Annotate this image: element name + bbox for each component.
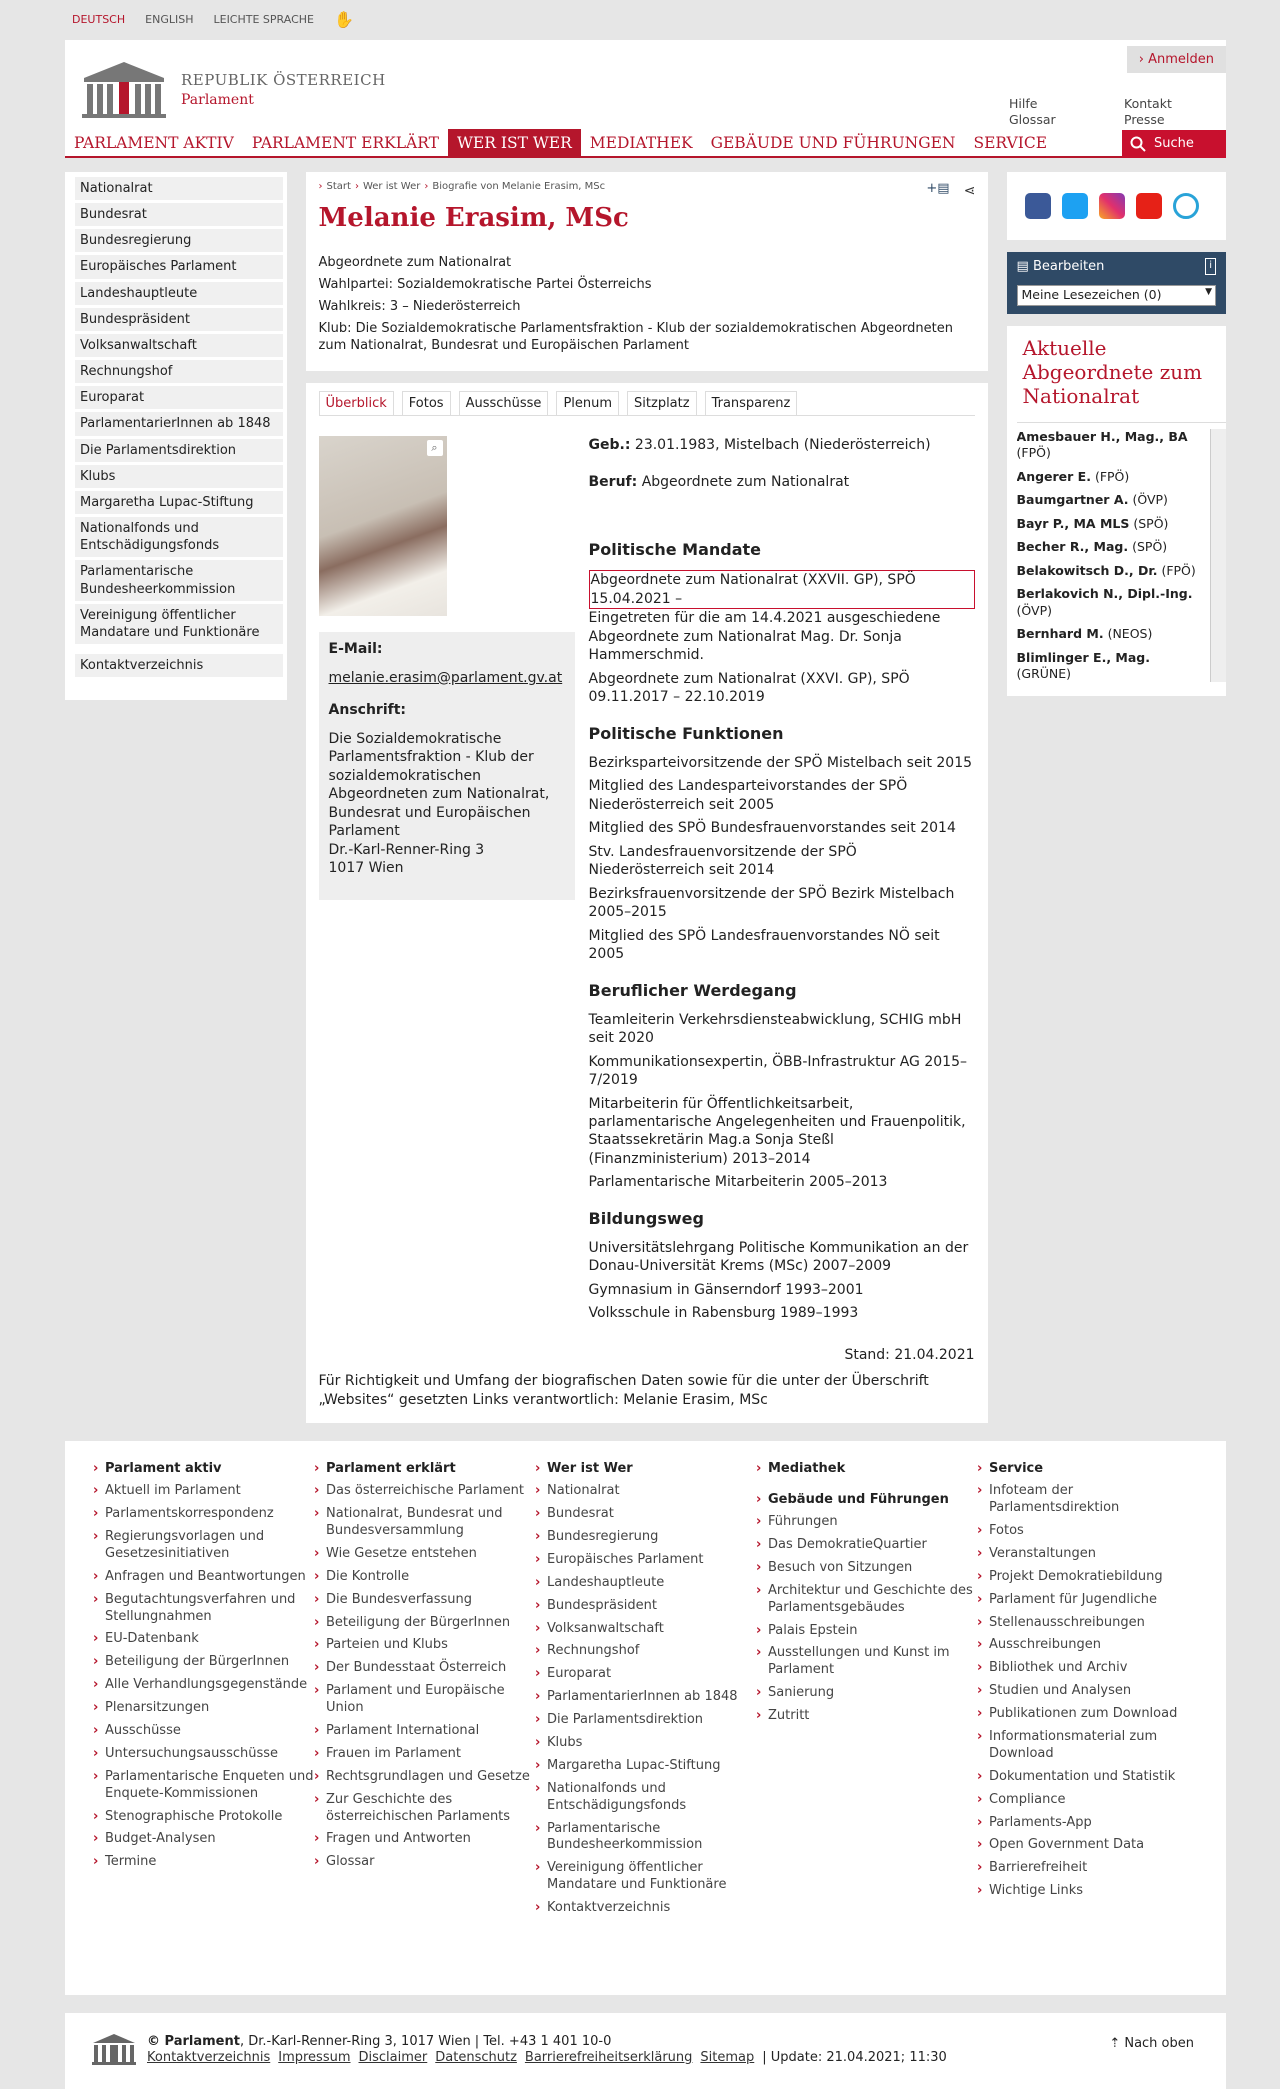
lang-english[interactable]: ENGLISH	[145, 12, 194, 26]
sidebar-item-rechnungshof[interactable]: Rechnungshof	[75, 360, 283, 383]
footer-link-impressum[interactable]: Impressum	[278, 2050, 351, 2066]
werdegang-item: Parlamentarische Mitarbeiterin 2005–2013	[588, 1174, 888, 1191]
nav-mediathek[interactable]: MEDIATHEK	[589, 134, 693, 152]
sidebar	[65, 172, 287, 700]
footer-link[interactable]: › Parlament für Jugendliche	[977, 1592, 1198, 1609]
address-label: Anschrift:	[328, 702, 407, 719]
footer-link[interactable]: › Begutachtungsverfahren und Stellungnahmen	[93, 1592, 314, 1626]
deputies-list[interactable]	[1017, 422, 1226, 682]
contact-box	[319, 632, 575, 899]
footer-link[interactable]: › Der Bundesstaat Österreich	[314, 1660, 535, 1677]
footer-col-service	[977, 1461, 1198, 1965]
footer-link[interactable]: › Projekt Demokratiebildung	[977, 1569, 1198, 1586]
parliament-building-icon	[79, 60, 169, 120]
footer-heading[interactable]: › Wer ist Wer	[535, 1461, 756, 1478]
deputy-name: Blimlinger E., Mag.	[1016, 649, 1151, 665]
footer-update: | Update: 21.04.2021; 11:30	[762, 2050, 947, 2066]
footer-link[interactable]: › Klubs	[535, 1735, 756, 1752]
footer-col-wer-ist-wer	[535, 1461, 756, 1965]
footer-link[interactable]: › Beteiligung der BürgerInnen	[93, 1654, 314, 1671]
bildung-item: Gymnasium in Gänserndorf 1993–2001	[588, 1281, 864, 1298]
werdegang-item: Teamleiterin Verkehrsdiensteabwicklung, SCHIG mbH seit 2020	[588, 1011, 962, 1047]
deputy-name: Angerer E.	[1016, 468, 1091, 484]
footer-link[interactable]: › Infoteam der Parlamentsdirektion	[977, 1483, 1198, 1517]
sidebar-item-nationalfonds[interactable]: Nationalfonds und Entschädigungsfonds	[75, 517, 283, 557]
sidebar-item-vereinigung[interactable]: Vereinigung öffentlicher Mandatare und Funktionäre	[75, 604, 283, 644]
crumb-wer-ist-wer[interactable]: Wer ist Wer	[362, 181, 421, 192]
deputy-item[interactable]	[1017, 469, 1206, 486]
arrow-up-icon: ⇡	[1109, 2036, 1125, 2052]
footer-heading[interactable]: › Mediathek	[756, 1461, 977, 1478]
footer-link[interactable]: › Stellenausschreibungen	[977, 1615, 1198, 1632]
sidebar-item-bundespraesident[interactable]: Bundespräsident	[75, 308, 283, 331]
email-label: E-Mail:	[328, 641, 383, 658]
header-links	[1009, 96, 1239, 129]
breadcrumb: › Start › Wer ist Wer › Biografie von Melanie Erasim, MSc	[318, 181, 606, 192]
funktion-item: Bezirksparteivorsitzende der SPÖ Mistelbach seit 2015	[588, 754, 973, 771]
crumb-current: Biografie von Melanie Erasim, MSc	[432, 181, 606, 192]
footer-link[interactable]: › Compliance	[977, 1792, 1198, 1809]
footer-col-mediathek	[756, 1461, 977, 1965]
footer-link[interactable]: › Open Government Data	[977, 1837, 1198, 1854]
login-button[interactable]: › Anmelden	[1127, 46, 1226, 73]
footer-link-datenschutz[interactable]: Datenschutz	[435, 2050, 517, 2066]
footer-link[interactable]: › Studien und Analysen	[977, 1683, 1198, 1700]
search-button[interactable]	[1122, 130, 1226, 158]
footer-link[interactable]: › Das DemokratieQuartier	[756, 1537, 977, 1554]
deputy-name: Belakowitsch D., Dr.	[1016, 562, 1158, 578]
deputy-item[interactable]	[1017, 429, 1206, 462]
sidebar-item-bundesrat[interactable]: Bundesrat	[75, 203, 283, 226]
bio-panel	[306, 383, 988, 1423]
mandate-item: Abgeordnete zum Nationalrat (XXVI. GP), SPÖ 09.11.2017 – 22.10.2019	[588, 670, 910, 706]
tab-sitzplatz[interactable]: Sitzplatz	[627, 391, 697, 415]
link-hilfe[interactable]: Hilfe	[1009, 96, 1038, 111]
footer-sitemap	[65, 1441, 1226, 1995]
main-nav	[65, 130, 1226, 158]
footer-link[interactable]: › Zutritt	[756, 1708, 977, 1725]
footer-link-kontaktverzeichnis[interactable]: Kontaktverzeichnis	[147, 2050, 271, 2066]
footer-link[interactable]: › Regierungsvorlagen und Gesetzesinitiativen	[93, 1529, 314, 1563]
footer-link[interactable]: › Bibliothek und Archiv	[977, 1660, 1198, 1677]
deputy-party: (GRÜNE)	[1016, 666, 1072, 682]
mandate-item: Abgeordnete zum Nationalrat (XXVII. GP), SPÖ 15.04.2021 –	[589, 570, 975, 609]
footer-link[interactable]: › Führungen	[756, 1514, 977, 1531]
deputy-party: (SPÖ)	[1132, 539, 1168, 555]
deputy-item[interactable]	[1017, 563, 1206, 580]
nav-parlament-aktiv[interactable]: PARLAMENT AKTIV	[74, 134, 234, 152]
mandate-item: Eingetreten für die am 14.4.2021 ausgeschiedene Abgeordnete zum Nationalrat Mag. Dr. Sonja Hammerschmid.	[588, 610, 941, 664]
twitter-icon[interactable]	[1062, 193, 1088, 219]
tab-fotos[interactable]: Fotos	[402, 391, 451, 415]
footer-link[interactable]: › Termine	[93, 1854, 314, 1871]
deputy-item[interactable]	[1017, 539, 1206, 556]
footer-link[interactable]: › Nationalfonds und Entschädigungsfonds	[535, 1781, 756, 1815]
geb-value: 23.01.1983, Mistelbach (Niederösterreich)	[634, 437, 931, 454]
sidebar-item-parlamentarierinnen[interactable]: ParlamentarierInnen ab 1848	[75, 412, 283, 435]
footer-heading[interactable]: › Gebäude und Führungen	[756, 1492, 977, 1509]
footer-links	[147, 2049, 947, 2066]
edit-icon: ▤	[1016, 259, 1033, 274]
login-label: Anmelden	[1148, 52, 1214, 67]
footer-link[interactable]: › Landeshauptleute	[535, 1575, 756, 1592]
nav-parlament-erklaert[interactable]: PARLAMENT ERKLÄRT	[251, 134, 439, 152]
footer-link[interactable]: › Rechnungshof	[535, 1643, 756, 1660]
funktionen-heading: Politische Funktionen	[588, 723, 784, 743]
werdegang-heading: Beruflicher Werdegang	[588, 980, 797, 1000]
share-icon[interactable]: ⋖	[963, 183, 976, 199]
footer-link[interactable]: › Stenographische Protokolle	[93, 1809, 314, 1826]
search-label: Suche	[1154, 136, 1194, 152]
deputy-party: (FPÖ)	[1016, 445, 1051, 461]
deputy-name: Bayr P., MA MLS	[1016, 515, 1130, 531]
logo-text	[181, 71, 386, 109]
footer-link[interactable]: › Europäisches Parlament	[535, 1552, 756, 1569]
deputy-party: (ÖVP)	[1132, 492, 1168, 508]
tab-plenum[interactable]: Plenum	[556, 391, 619, 415]
deputy-item[interactable]	[1017, 626, 1206, 643]
instagram-icon[interactable]	[1099, 193, 1125, 219]
language-bar	[65, 0, 1226, 40]
person-info	[319, 254, 975, 355]
sidebar-item-kontaktverzeichnis[interactable]: Kontaktverzeichnis	[75, 654, 283, 677]
page	[65, 0, 1226, 2089]
nav-service[interactable]: SERVICE	[973, 134, 1048, 152]
logo-subtitle: Parlament	[181, 91, 254, 108]
footer-link[interactable]: › Vereinigung öffentlicher Mandatare und Funktionäre	[535, 1860, 756, 1894]
footer-link[interactable]: › Margaretha Lupac-Stiftung	[535, 1758, 756, 1775]
footer-link[interactable]: › Wie Gesetze entstehen	[314, 1546, 535, 1563]
chevron-down-icon: ▼	[1205, 287, 1212, 298]
footer-link[interactable]: › Parlamentarische Bundesheerkommission	[535, 1821, 756, 1855]
footer-link[interactable]: › Ausstellungen und Kunst im Parlament	[756, 1645, 977, 1679]
beruf-value: Abgeordnete zum Nationalrat	[641, 473, 850, 490]
sign-language-icon[interactable]: ✋	[333, 10, 354, 30]
lang-deutsch[interactable]: DEUTSCH	[72, 12, 126, 26]
mandate-heading: Politische Mandate	[588, 540, 762, 560]
tab-bar	[319, 391, 975, 416]
deputy-item[interactable]	[1017, 492, 1206, 509]
footer-org: © Parlament	[147, 2034, 240, 2050]
bookmarks-select[interactable]	[1017, 285, 1216, 306]
footer-link[interactable]: › Plenarsitzungen	[93, 1700, 314, 1717]
footer-link[interactable]: › Fragen und Antworten	[314, 1831, 535, 1848]
footer-link[interactable]: › Sanierung	[756, 1685, 977, 1702]
portrait-photo[interactable]	[319, 436, 447, 616]
sidebar-item-bundesregierung[interactable]: Bundesregierung	[75, 229, 283, 252]
footer-heading[interactable]: › Parlament erklärt	[314, 1461, 535, 1478]
disclaimer: Für Richtigkeit und Umfang der biografischen Daten sowie für die unter der Überschrift „Websites“ gesetzten Links verantwortlich: Melanie Erasim, MSc	[318, 1373, 929, 1408]
back-to-top-label: Nach oben	[1124, 2036, 1194, 2052]
footer-link[interactable]: › Kontaktverzeichnis	[535, 1900, 756, 1917]
sidebar-item-landeshauptleute[interactable]: Landeshauptleute	[75, 282, 283, 305]
footer-link[interactable]: › Informationsmaterial zum Download	[977, 1729, 1198, 1763]
sidebar-item-nationalrat[interactable]: Nationalrat	[75, 177, 283, 200]
funktion-item: Mitglied des SPÖ Bundesfrauenvorstandes seit 2014	[588, 820, 956, 837]
logo-title: REPUBLIK ÖSTERREICH	[181, 70, 386, 89]
link-kontakt[interactable]: Kontakt	[1124, 96, 1172, 111]
footer-link[interactable]: › Europarat	[535, 1666, 756, 1683]
address-org: Die Sozialdemokratische Parlamentsfraktion - Klub der sozialdemokratischen Abgeordneten zum Nationalrat, Bundesrat und Europäischen Parlament	[328, 730, 550, 840]
footer-link[interactable]: › Die Kontrolle	[314, 1569, 535, 1586]
address-city: 1017 Wien	[328, 860, 404, 877]
back-to-top-button[interactable]	[1109, 2035, 1194, 2052]
deputy-name: Berlakovich N., Dipl.-Ing.	[1016, 586, 1193, 602]
footer-link[interactable]: › Das österreichische Parlament	[314, 1483, 535, 1500]
deputy-party: (NEOS)	[1107, 626, 1153, 642]
footer-link[interactable]: › Parteien und Klubs	[314, 1637, 535, 1654]
list-scrollbar[interactable]	[1210, 429, 1226, 682]
funktion-item: Mitglied des SPÖ Landesfrauenvorstandes NÖ seit 2005	[588, 927, 940, 963]
footer-link[interactable]: › Besuch von Sitzungen	[756, 1560, 977, 1577]
footer-link[interactable]: › EU-Datenbank	[93, 1631, 314, 1648]
footer-link[interactable]: › Bundesrat	[535, 1506, 756, 1523]
footer-link[interactable]: › Anfragen und Beantwortungen	[93, 1569, 314, 1586]
footer-link[interactable]: › Parlament und Europäische Union	[314, 1683, 535, 1717]
footer-link[interactable]: › ParlamentarierInnen ab 1848	[535, 1689, 756, 1706]
geb-label: Geb.:	[588, 437, 631, 454]
edit-label: Bearbeiten	[1032, 259, 1105, 274]
bio-left	[319, 436, 575, 1327]
footer-link[interactable]: › Zur Geschichte des österreichischen Parlaments	[314, 1792, 535, 1826]
deputy-name: Bernhard M.	[1016, 626, 1104, 642]
bio-details	[589, 436, 975, 1327]
footer-link[interactable]: › Bundespräsident	[535, 1598, 756, 1615]
footer-heading[interactable]: › Service	[977, 1461, 1198, 1478]
footer-link-barrierefreiheit[interactable]: Barrierefreiheitserklärung	[524, 2050, 693, 2066]
footer-link[interactable]: › Nationalrat, Bundesrat und Bundesversammlung	[314, 1506, 535, 1540]
footer-link[interactable]: › Beteiligung der BürgerInnen	[314, 1615, 535, 1632]
footer-link-disclaimer[interactable]: Disclaimer	[358, 2050, 428, 2066]
deputy-name: Becher R., Mag.	[1016, 539, 1129, 555]
footer-link[interactable]: › Veranstaltungen	[977, 1546, 1198, 1563]
info-role: Abgeordnete zum Nationalrat	[318, 254, 512, 270]
link-glossar[interactable]: Glossar	[1009, 112, 1056, 128]
footer-col-erklaert	[314, 1461, 535, 1965]
beruf-label: Beruf:	[588, 473, 638, 490]
deputy-party: (FPÖ)	[1161, 562, 1196, 578]
sidebar-item-klubs[interactable]: Klubs	[75, 465, 283, 488]
link-presse[interactable]: Presse	[1124, 112, 1165, 128]
footer-link[interactable]: › Frauen im Parlament	[314, 1746, 535, 1763]
person-header	[306, 172, 988, 371]
footer-link[interactable]: › Alle Verhandlungsgegenstände	[93, 1677, 314, 1694]
deputies-title: Aktuelle Abgeordnete zum Nationalrat	[1022, 335, 1203, 408]
footer-link[interactable]: › Die Parlamentsdirektion	[535, 1712, 756, 1729]
footer-link[interactable]: › Parlamentarische Enqueten und Enquete-Kommissionen	[93, 1769, 314, 1803]
info-wahlkreis: Wahlkreis: 3 – Niederösterreich	[318, 298, 521, 314]
footer-link[interactable]: › Palais Epstein	[756, 1623, 977, 1640]
demokratie-icon[interactable]	[1173, 193, 1199, 219]
deputy-party: (SPÖ)	[1133, 515, 1169, 531]
bildung-heading: Bildungsweg	[588, 1208, 704, 1228]
footer-link[interactable]: › Parlamentskorrespondenz	[93, 1506, 314, 1523]
footer-col-aktiv	[93, 1461, 314, 1965]
bildung-item: Volksschule in Rabensburg 1989–1993	[588, 1305, 859, 1322]
footer-address-text: , Dr.-Karl-Renner-Ring 3, 1017 Wien | Tel. +43 1 401 10-0	[239, 2034, 612, 2050]
footer-link[interactable]: › Architektur und Geschichte des Parlamentsgebäudes	[756, 1583, 977, 1617]
logo[interactable]	[79, 60, 386, 120]
footer-link[interactable]: › Barrierefreiheit	[977, 1860, 1198, 1877]
funktion-item: Stv. Landesfrauenvorsitzende der SPÖ Niederösterreich seit 2014	[588, 843, 857, 879]
header	[65, 40, 1226, 130]
werdegang-item: Kommunikationsexpertin, ÖBB-Infrastruktur AG 2015–7/2019	[588, 1053, 967, 1089]
deputy-item[interactable]	[1017, 586, 1206, 619]
footer-link[interactable]: › Glossar	[314, 1854, 535, 1871]
deputy-item[interactable]	[1017, 516, 1206, 533]
info-klub: Klub: Die Sozialdemokratische Parlamentsfraktion - Klub der sozialdemokratischen Abgeordneten zum Nationalrat, Bundesrat und Europäischen Parlament	[318, 320, 953, 354]
deputy-name: Amesbauer H., Mag., BA	[1016, 428, 1188, 444]
footer-link[interactable]: › Nationalrat	[535, 1483, 756, 1500]
tab-ueberblick[interactable]: Überblick	[319, 391, 394, 415]
footer-link[interactable]: › Parlaments-App	[977, 1815, 1198, 1832]
sidebar-item-europarat[interactable]: Europarat	[75, 386, 283, 409]
nav-gebaeude[interactable]: GEBÄUDE UND FÜHRUNGEN	[710, 134, 956, 152]
parliament-logo-icon	[91, 2033, 137, 2067]
funktion-item: Mitglied des Landesparteivorstandes der SPÖ Niederösterreich seit 2005	[588, 778, 908, 813]
footer-link[interactable]: › Fotos	[977, 1523, 1198, 1540]
sidebar-item-lupac[interactable]: Margaretha Lupac-Stiftung	[75, 491, 283, 514]
sidebar-item-eu-parlament[interactable]: Europäisches Parlament	[75, 255, 283, 278]
footer-link[interactable]: › Die Bundesverfassung	[314, 1592, 535, 1609]
sidebar-item-parlamentsdirektion[interactable]: Die Parlamentsdirektion	[75, 439, 283, 462]
sidebar-item-bundesheerkommission[interactable]: Parlamentarische Bundesheerkommission	[75, 560, 283, 600]
footer-link[interactable]: › Dokumentation und Statistik	[977, 1769, 1198, 1786]
edit-box	[1007, 252, 1226, 314]
footer-link[interactable]: › Volksanwaltschaft	[535, 1621, 756, 1638]
nav-wer-ist-wer[interactable]: WER IST WER	[448, 129, 581, 157]
bio-body	[319, 436, 975, 1327]
social-links	[1007, 172, 1226, 240]
footer-link[interactable]: › Aktuell im Parlament	[93, 1483, 314, 1500]
deputy-name: Baumgartner A.	[1016, 492, 1129, 508]
sidebar-item-volksanwaltschaft[interactable]: Volksanwaltschaft	[75, 334, 283, 357]
footer-link[interactable]: › Wichtige Links	[977, 1883, 1198, 1900]
youtube-icon[interactable]	[1136, 193, 1162, 219]
facebook-icon[interactable]	[1025, 193, 1051, 219]
werdegang-item: Mitarbeiterin für Öffentlichkeitsarbeit, parlamentarische Angelegenheiten und Frauenpolitik, Staatssekretärin Mag.a Sonja Steßl (Finanzministerium) 2013–2014	[588, 1095, 966, 1167]
footer-link[interactable]: › Bundesregierung	[535, 1529, 756, 1546]
email-link[interactable]: melanie.erasim@parlament.gv.at	[328, 669, 563, 686]
tab-ausschuesse[interactable]: Ausschüsse	[459, 391, 549, 415]
footer-link[interactable]: › Untersuchungsausschüsse	[93, 1746, 314, 1763]
tab-transparenz[interactable]: Transparenz	[705, 391, 798, 415]
deputy-party: (FPÖ)	[1094, 468, 1130, 484]
page-title: Melanie Erasim, MSc	[318, 203, 629, 234]
right-column	[1007, 172, 1226, 696]
footer-link[interactable]: › Ausschüsse	[93, 1723, 314, 1740]
info-icon[interactable]: i	[1205, 258, 1216, 275]
footer-link[interactable]: › Budget-Analysen	[93, 1831, 314, 1848]
stand-date: Stand: 21.04.2021	[844, 1346, 975, 1363]
main-content	[306, 172, 988, 1423]
crumb-start[interactable]: Start	[326, 181, 351, 192]
bottom-bar	[65, 2013, 1226, 2089]
footer-link-sitemap[interactable]: Sitemap	[700, 2050, 755, 2066]
bildung-item: Universitätslehrgang Politische Kommunikation an der Donau-Universität Krems (MSc) 2007–2009	[588, 1240, 969, 1275]
bookmark-add-icon[interactable]: +▤	[926, 181, 950, 196]
bookmarks-select-value: Meine Lesezeichen (0)	[1021, 287, 1162, 303]
search-icon	[1130, 136, 1146, 152]
footer-link[interactable]: › Rechtsgrundlagen und Gesetze	[314, 1769, 535, 1786]
deputy-item[interactable]	[1017, 650, 1206, 682]
address-street: Dr.-Karl-Renner-Ring 3	[328, 841, 485, 858]
deputies-box	[1007, 326, 1226, 696]
funktion-item: Bezirksfrauenvorsitzende der SPÖ Bezirk Mistelbach 2005–2015	[588, 885, 955, 921]
footer-link[interactable]: › Parlament International	[314, 1723, 535, 1740]
lang-leichte-sprache[interactable]: LEICHTE SPRACHE	[213, 12, 314, 26]
info-party: Wahlpartei: Sozialdemokratische Partei Österreichs	[318, 276, 652, 292]
deputy-party: (ÖVP)	[1016, 602, 1052, 618]
zoom-icon[interactable]: ⌕	[427, 440, 443, 456]
columns	[65, 172, 1226, 1423]
footer-link[interactable]: › Ausschreibungen	[977, 1637, 1198, 1654]
footer-link[interactable]: › Publikationen zum Download	[977, 1706, 1198, 1723]
footer-heading[interactable]: › Parlament aktiv	[93, 1461, 314, 1478]
